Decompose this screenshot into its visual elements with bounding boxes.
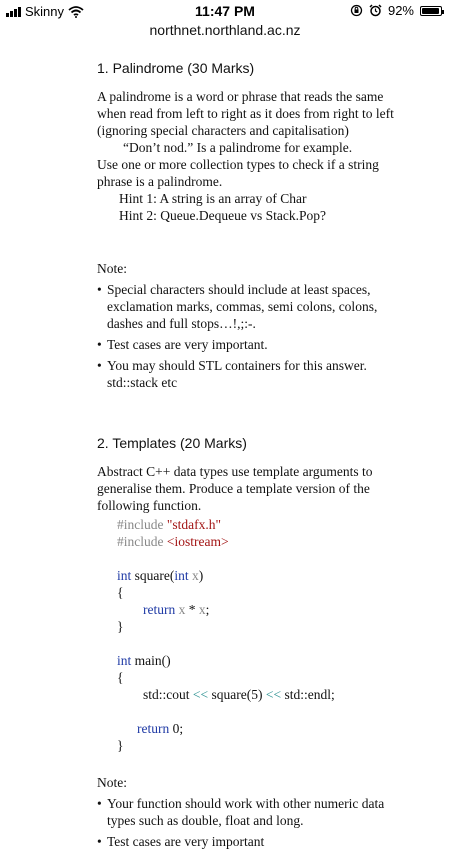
palindrome-example: “Don’t nod.” Is a palindrome for example. bbox=[123, 140, 353, 155]
code-line: int main() bbox=[117, 653, 171, 668]
hint-2: Hint 2: Queue.Dequeue vs Stack.Pop? bbox=[119, 208, 326, 223]
battery-fill bbox=[422, 8, 439, 14]
code-line: { bbox=[117, 585, 124, 600]
alarm-icon bbox=[369, 4, 382, 17]
code-line: return 0; bbox=[137, 721, 184, 736]
battery-percent: 92% bbox=[387, 3, 414, 18]
section-2-title: 2. Templates (20 Marks) bbox=[97, 435, 247, 451]
carrier-label: Skinny bbox=[25, 4, 65, 19]
note-item: • Test cases are very important. bbox=[97, 336, 397, 353]
code-block bbox=[97, 516, 397, 754]
section-1-paragraph: A palindrome is a word or phrase that reads the same when read from left to right as it does from right to left (ignoring special characters and capitalisation) bbox=[97, 89, 394, 138]
rotation-lock-icon bbox=[350, 4, 363, 17]
note-item: • Test cases are very important bbox=[97, 833, 397, 850]
code-line: } bbox=[117, 738, 124, 753]
hint-1: Hint 1: A string is an array of Char bbox=[119, 191, 307, 206]
note-item: • Special characters should include at least spaces, exclamation marks, commas, semi colons, colons, dashes and full stops…!,;:-. bbox=[97, 281, 397, 332]
code-line: return x * x; bbox=[143, 602, 210, 617]
code-line: { bbox=[117, 670, 124, 685]
section-1-title: 1. Palindrome (30 Marks) bbox=[97, 60, 255, 76]
code-line: #include "stdafx.h" bbox=[117, 517, 222, 532]
section-1-notes bbox=[97, 281, 397, 391]
status-bar bbox=[0, 0, 450, 22]
note-item: • Your function should work with other numeric data types such as double, float and long. bbox=[97, 795, 397, 829]
code-line: std::cout << square(5) << std::endl; bbox=[143, 687, 335, 702]
battery-icon bbox=[420, 6, 442, 16]
section-1-note-label: Note: bbox=[97, 261, 127, 276]
section-2-notes bbox=[97, 795, 397, 850]
note-item: • You may should STL containers for this answer. std::stack etc bbox=[97, 357, 397, 391]
address-bar[interactable]: northnet.northland.ac.nz bbox=[149, 22, 301, 38]
code-line: } bbox=[117, 619, 124, 634]
section-1-instruction: Use one or more collection types to check if a string phrase is a palindrome. bbox=[97, 157, 379, 189]
code-line: int square(int x) bbox=[117, 568, 204, 583]
status-right bbox=[350, 3, 442, 18]
clock: 11:47 PM bbox=[195, 3, 255, 19]
section-2-note-label: Note: bbox=[97, 775, 127, 790]
code-line: #include <iostream> bbox=[117, 534, 229, 549]
page-content bbox=[97, 60, 397, 854]
section-2-paragraph: Abstract C++ data types use template arguments to generalise them. Produce a template version of the following function. bbox=[97, 464, 373, 513]
